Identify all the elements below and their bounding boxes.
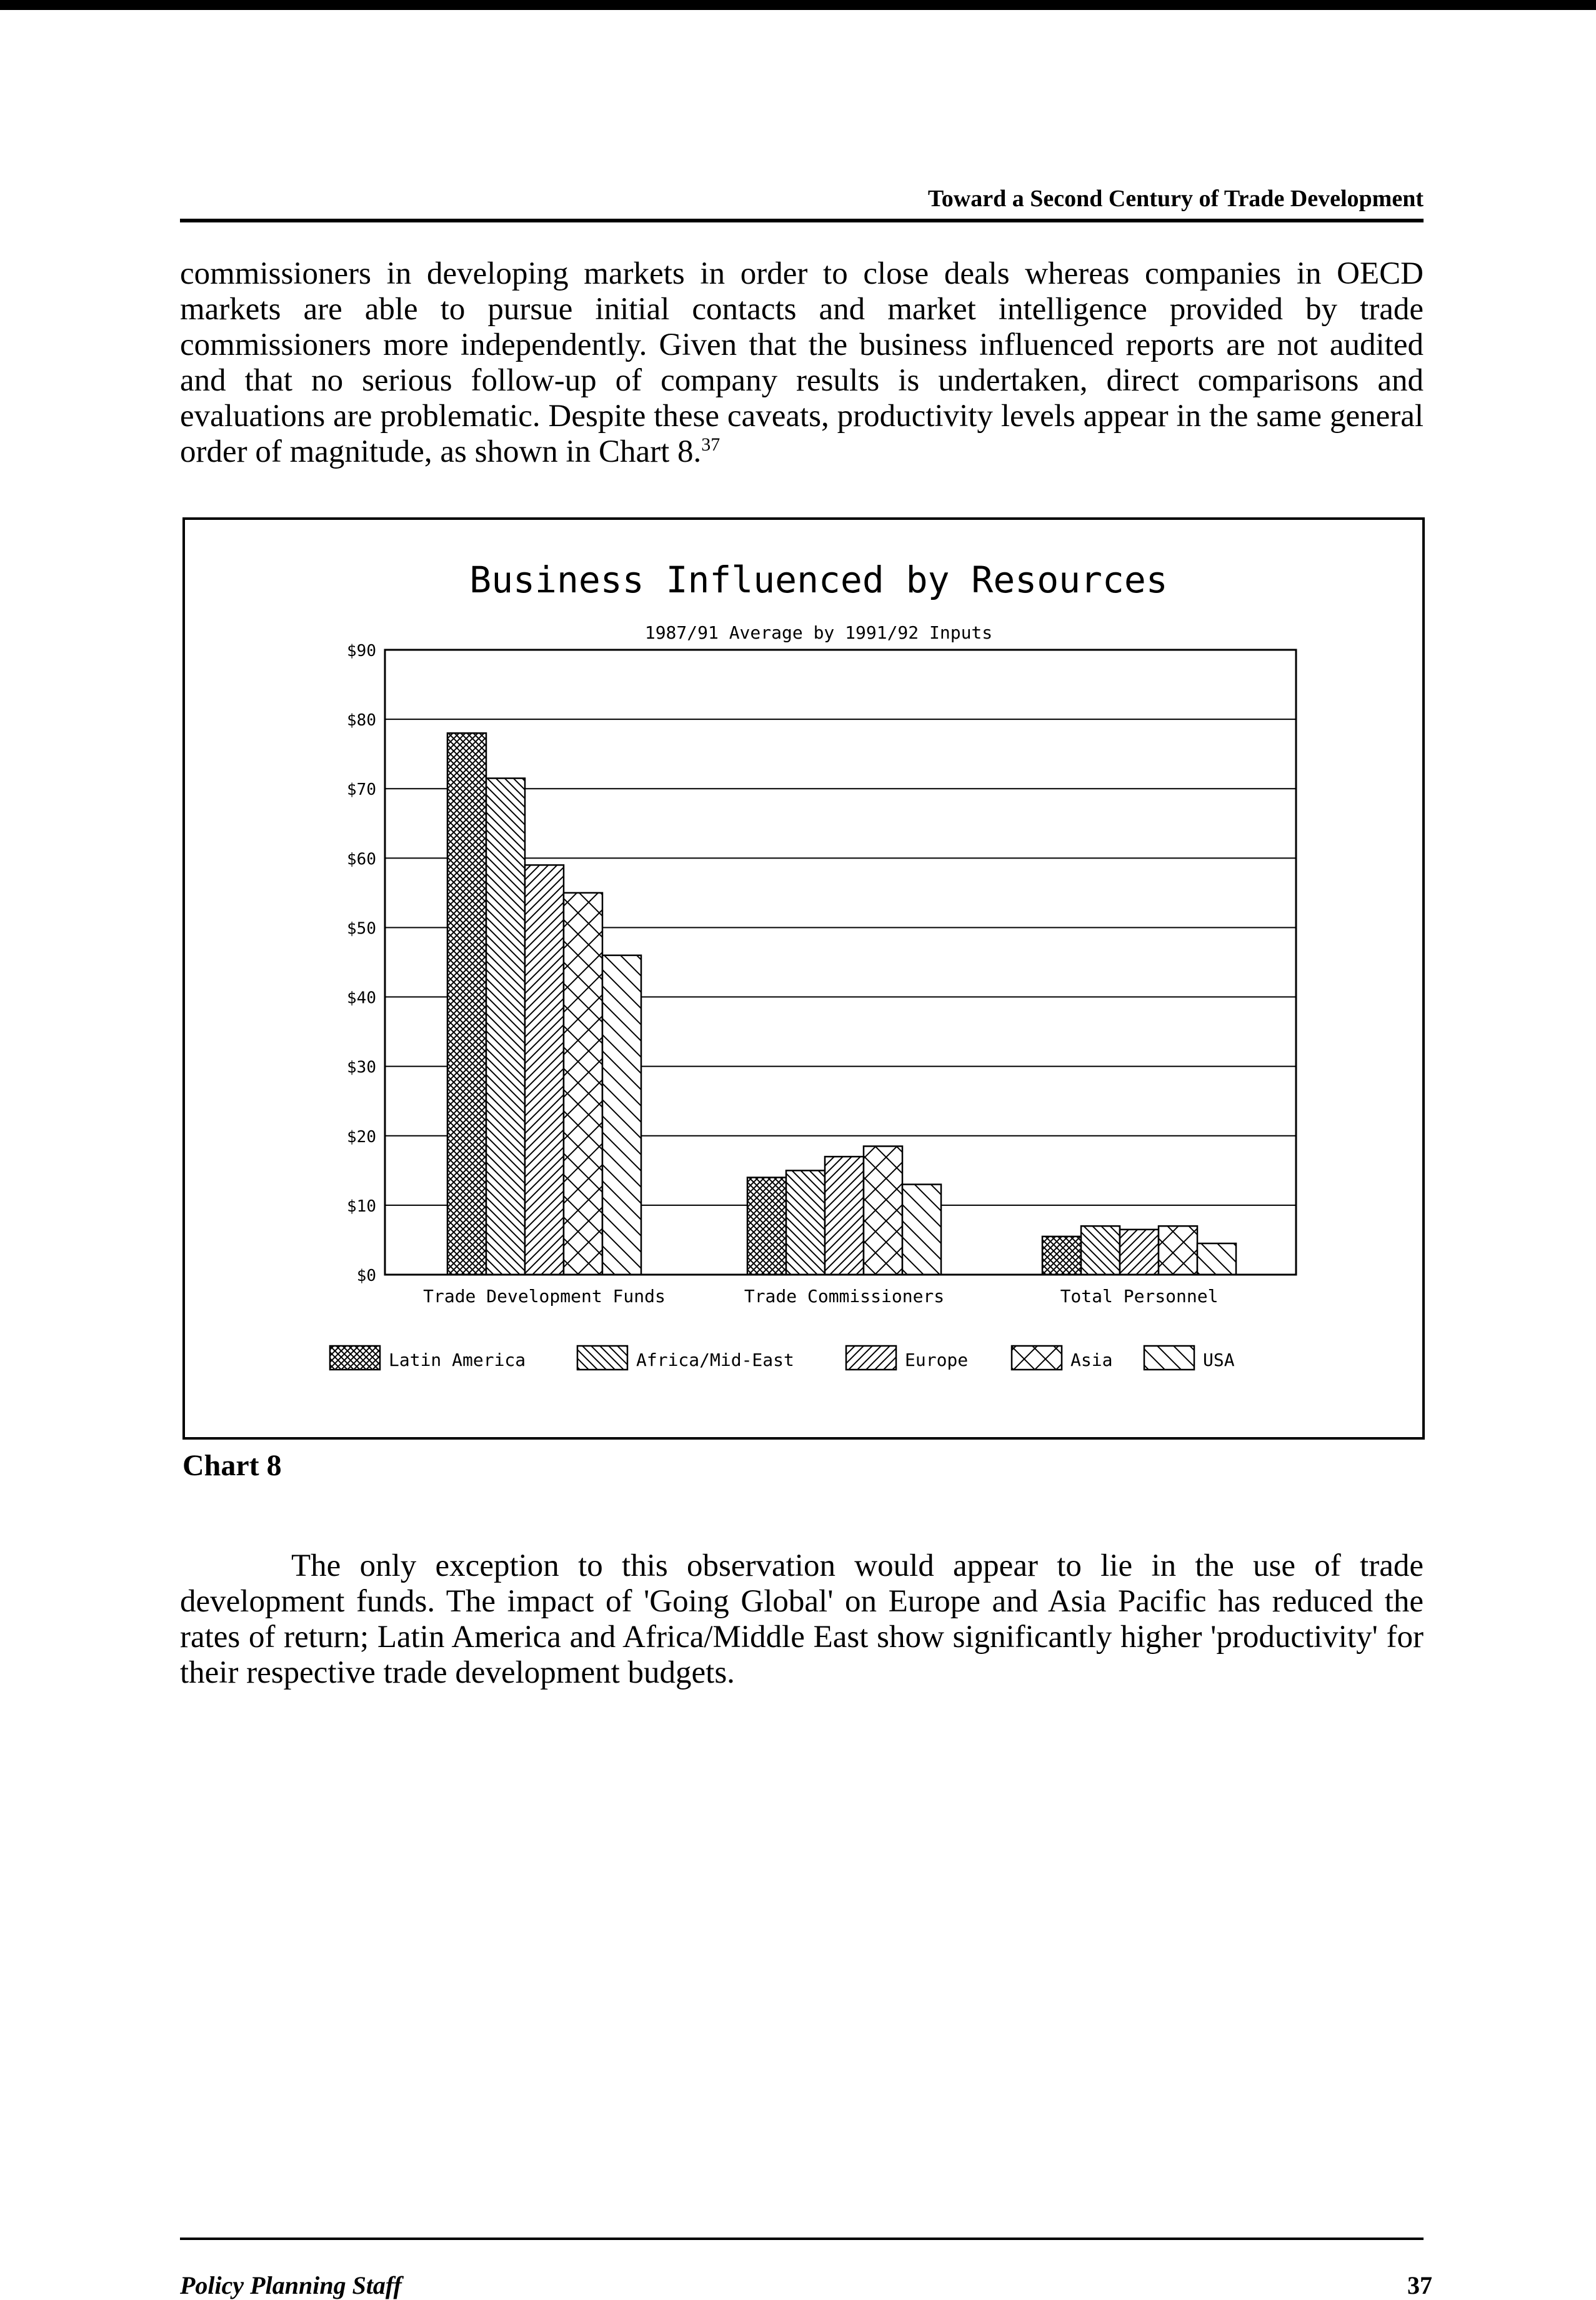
y-tick-label: $60	[347, 850, 376, 869]
x-axis-label: Total Personnel	[1060, 1286, 1219, 1307]
bar	[1042, 1237, 1081, 1275]
y-axis-ticks	[347, 642, 376, 1285]
legend-label: Africa/Mid-East	[636, 1350, 794, 1370]
bar	[825, 1157, 864, 1275]
legend-swatch	[1012, 1346, 1062, 1370]
y-tick-label: $70	[347, 780, 376, 800]
legend-swatch	[1144, 1346, 1194, 1370]
bar	[1159, 1226, 1197, 1275]
y-tick-label: $90	[347, 642, 376, 660]
chart-caption: Chart 8	[182, 1449, 282, 1482]
y-tick-label: $30	[347, 1058, 376, 1077]
scan-top-edge	[0, 0, 1596, 10]
bars	[447, 733, 1236, 1275]
y-tick-label: $80	[347, 711, 376, 730]
bar	[447, 733, 486, 1275]
y-tick-label: $40	[347, 988, 376, 1008]
chart-frame	[182, 517, 1425, 1440]
paragraph-1-text: commissioners in developing markets in order to close deals whereas companies in OECD markets are able to pursue initial contacts and market intelligence provided by trade commissioners more independently. Given that the business influenced reports are not audited and that no serious follow-up of company results is undertaken, direct comparisons and evaluations are problematic. Despite these caveats, productivity levels appear in the same general order of magnitude, as shown in Chart 8.	[180, 256, 1424, 469]
bar	[486, 779, 525, 1275]
bar	[786, 1170, 825, 1275]
chart-subtitle: 1987/91 Average by 1991/92 Inputs	[644, 622, 993, 643]
legend-label: USA	[1203, 1350, 1235, 1370]
y-tick-label: $0	[356, 1267, 376, 1285]
bar	[1120, 1230, 1159, 1275]
chart-title: Business Influenced by Resources	[469, 559, 1168, 601]
x-axis-label: Trade Development Funds	[423, 1286, 666, 1307]
bar	[564, 893, 602, 1275]
page-number: 37	[1407, 2271, 1432, 2299]
bar	[525, 865, 564, 1275]
footer-rule	[180, 2238, 1424, 2240]
y-tick-label: $20	[347, 1127, 376, 1147]
legend-label: Asia	[1070, 1350, 1113, 1370]
legend-label: Latin America	[389, 1350, 526, 1370]
footer-publisher: Policy Planning Staff	[180, 2271, 402, 2299]
legend-swatch	[330, 1346, 380, 1370]
footnote-ref: 37	[701, 434, 721, 455]
paragraph-1	[180, 256, 1424, 470]
header-rule	[180, 219, 1424, 222]
y-tick-label: $50	[347, 919, 376, 938]
paragraph-2	[180, 1548, 1424, 1691]
legend	[330, 1346, 1235, 1370]
bar	[602, 955, 641, 1275]
y-tick-label: $10	[347, 1197, 376, 1216]
bar	[1197, 1243, 1236, 1275]
bar	[1081, 1226, 1120, 1275]
legend-swatch	[846, 1346, 896, 1370]
bar	[902, 1185, 941, 1275]
legend-label: Europe	[905, 1350, 969, 1370]
x-axis-labels	[423, 1286, 1218, 1307]
running-head: Toward a Second Century of Trade Development	[927, 186, 1424, 212]
bar	[864, 1146, 902, 1275]
x-axis-label: Trade Commissioners	[744, 1286, 945, 1307]
bar-chart	[185, 520, 1422, 1437]
legend-swatch	[577, 1346, 627, 1370]
bar	[747, 1177, 786, 1275]
paragraph-2-text: The only exception to this observation would appear to lie in the use of trade development funds. The impact of 'Going Global' on Europe and Asia Pacific has reduced the rates of return; Latin America and Africa/Middle East show significantly higher 'productivity' for their respective trade development budgets.	[180, 1548, 1424, 1690]
